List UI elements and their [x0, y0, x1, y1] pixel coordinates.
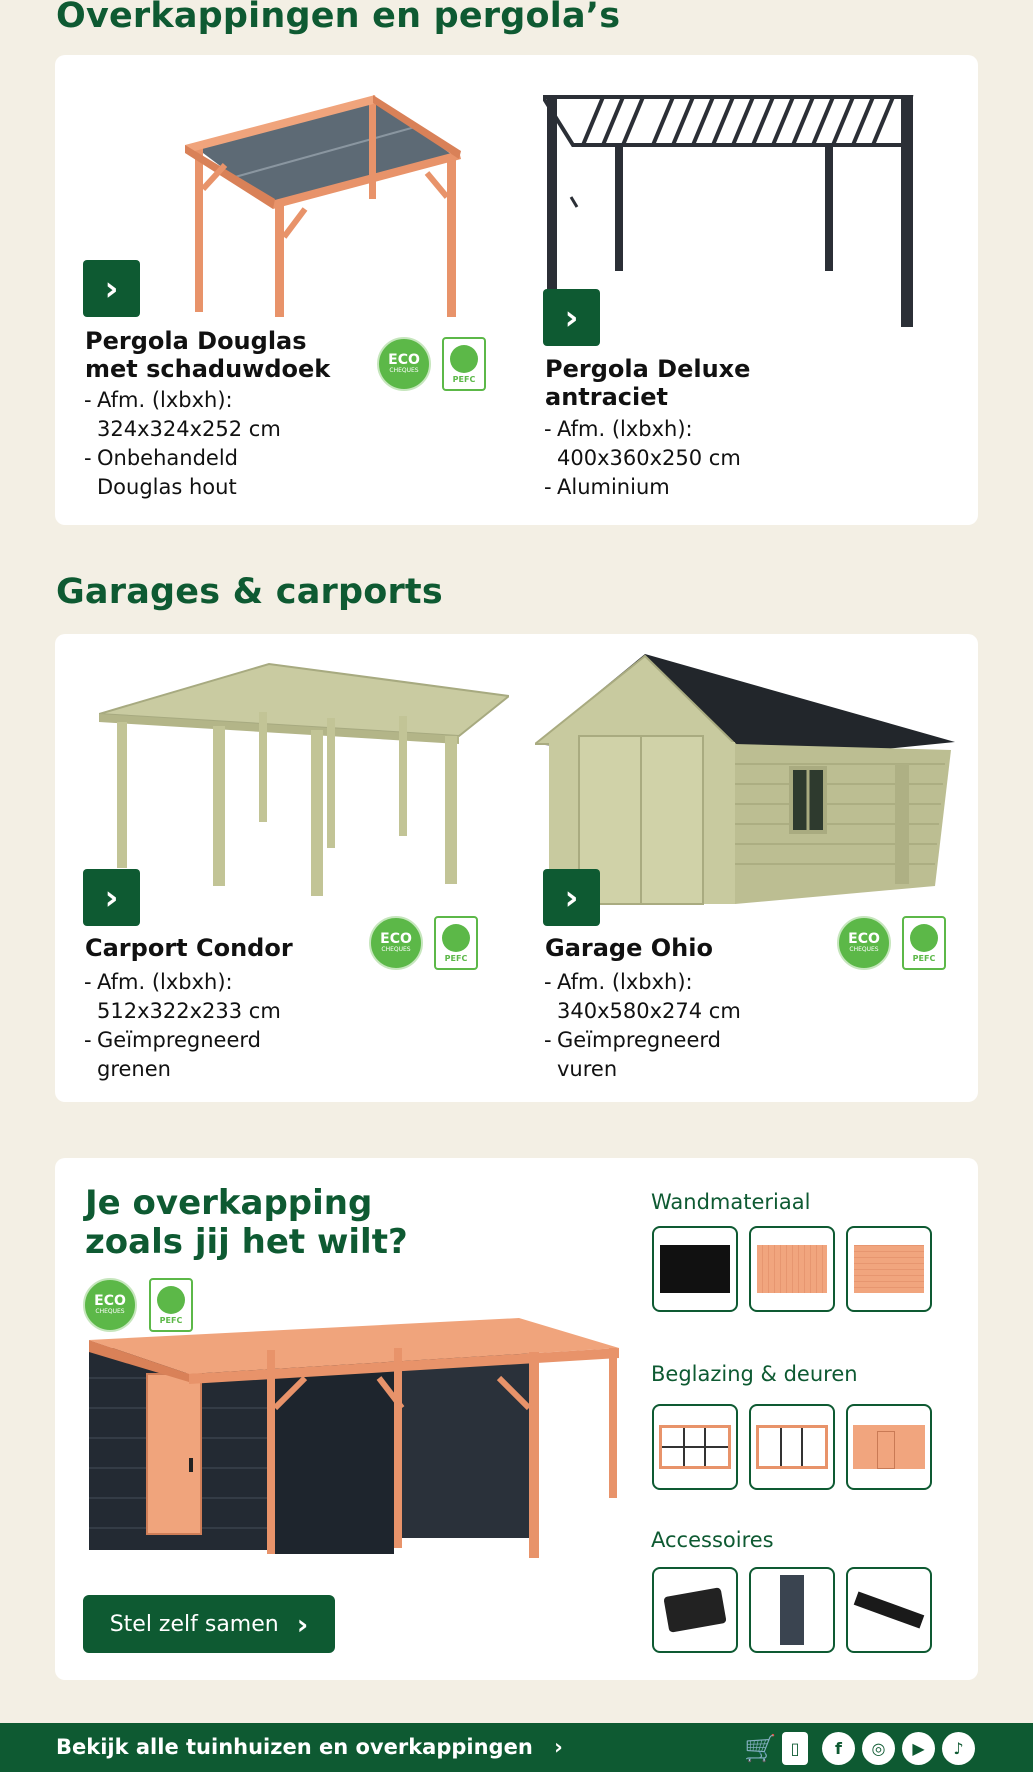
pergola-douglas-arrow-button[interactable]: [83, 260, 140, 317]
tiktok-icon[interactable]: ♪: [942, 1732, 975, 1765]
spec-item: - Afm. (lxbxh): 400x360x250 cm: [544, 415, 804, 473]
pefc-badge: PEFC: [902, 916, 946, 970]
eco-cheques-badge: ECO CHEQUES: [377, 337, 431, 391]
pergola-douglas-specs: [84, 386, 344, 502]
chevron-right-icon: ›: [564, 877, 579, 918]
wandmateriaal-label: Wandmateriaal: [651, 1190, 811, 1214]
chevron-right-icon: ›: [554, 1735, 563, 1759]
eco-cheques-badge: ECO CHEQUES: [83, 1278, 137, 1332]
garage-ohio-arrow-button[interactable]: [543, 869, 600, 926]
carport-condor-arrow-button[interactable]: [83, 869, 140, 926]
wall-swatch-black[interactable]: [652, 1226, 738, 1312]
chevron-right-icon: ›: [296, 1607, 309, 1641]
carport-condor-image[interactable]: [99, 658, 509, 908]
accessory-swatch-post[interactable]: [749, 1567, 835, 1653]
pergola-deluxe-image[interactable]: [543, 87, 963, 327]
wall-swatch-wood-vertical[interactable]: [749, 1226, 835, 1312]
pergola-douglas-title[interactable]: Pergola Douglas met schaduwdoek: [85, 327, 331, 383]
glazing-swatch-window-panels[interactable]: [749, 1404, 835, 1490]
tree-icon: [450, 345, 478, 373]
instagram-icon[interactable]: ◎: [862, 1732, 895, 1765]
spec-item: - Geïmpregneerd vuren: [544, 1026, 804, 1084]
configurator-card: [55, 1158, 978, 1680]
spec-item: - Onbehandeld Douglas hout: [84, 444, 344, 502]
glazing-swatch-window-grid[interactable]: [652, 1404, 738, 1490]
chevron-right-icon: ›: [564, 297, 579, 338]
configurator-title: Je overkapping zoals jij het wilt?: [85, 1183, 408, 1262]
product-garage-ohio[interactable]: [515, 634, 978, 1102]
spec-item: - Afm. (lxbxh): 512x322x233 cm: [84, 968, 344, 1026]
pefc-badge: PEFC: [149, 1278, 193, 1332]
eco-cheques-badge: ECO CHEQUES: [369, 916, 423, 970]
tree-icon: [910, 924, 938, 952]
facebook-icon[interactable]: f: [822, 1732, 855, 1765]
footer-bar: [0, 1723, 1033, 1772]
pergola-douglas-image[interactable]: [155, 77, 515, 317]
phone-icon[interactable]: ▯: [782, 1732, 808, 1765]
chevron-right-icon: ›: [104, 877, 119, 918]
spec-item: - Geïmpregneerd grenen: [84, 1026, 344, 1084]
youtube-icon[interactable]: ▶: [902, 1732, 935, 1765]
section-title-garages: Garages & carports: [56, 572, 443, 612]
product-pergola-deluxe[interactable]: [515, 55, 978, 525]
spec-item: - Aluminium: [544, 473, 804, 502]
pergola-deluxe-arrow-button[interactable]: [543, 289, 600, 346]
section-title-pergolas: Overkappingen en pergola’s: [56, 0, 621, 36]
garages-card: [55, 634, 978, 1102]
spec-item: - Afm. (lxbxh): 324x324x252 cm: [84, 386, 344, 444]
accessory-swatch-profile[interactable]: [846, 1567, 932, 1653]
footer-link-all[interactable]: Bekijk alle tuinhuizen en overkappingen ›: [56, 1735, 563, 1759]
tree-icon: [442, 924, 470, 952]
pefc-badge: PEFC: [434, 916, 478, 970]
carport-condor-specs: [84, 968, 344, 1084]
glazing-swatch-door[interactable]: [846, 1404, 932, 1490]
overkapping-image: [89, 1318, 619, 1558]
garage-ohio-title[interactable]: Garage Ohio: [545, 934, 713, 962]
chevron-right-icon: ›: [104, 268, 119, 309]
accessoires-label: Accessoires: [651, 1528, 774, 1552]
pergola-deluxe-title[interactable]: Pergola Deluxe antraciet: [545, 355, 751, 411]
beglazing-label: Beglazing & deuren: [651, 1362, 858, 1386]
pefc-badge: PEFC: [442, 337, 486, 391]
tree-icon: [157, 1286, 185, 1314]
cart-icon[interactable]: 🛒: [744, 1733, 777, 1764]
carport-condor-title[interactable]: Carport Condor: [85, 934, 293, 962]
spec-item: - Afm. (lxbxh): 340x580x274 cm: [544, 968, 804, 1026]
wall-swatch-wood-horizontal[interactable]: [846, 1226, 932, 1312]
accessory-swatch-kit[interactable]: [652, 1567, 738, 1653]
stel-zelf-samen-button[interactable]: Stel zelf samen ›: [83, 1595, 335, 1653]
garage-ohio-specs: [544, 968, 804, 1084]
pergola-deluxe-specs: [544, 415, 804, 502]
product-pergola-douglas[interactable]: [55, 55, 515, 525]
eco-cheques-badge: ECO CHEQUES: [837, 916, 891, 970]
pergolas-card: [55, 55, 978, 525]
product-carport-condor[interactable]: [55, 634, 515, 1102]
